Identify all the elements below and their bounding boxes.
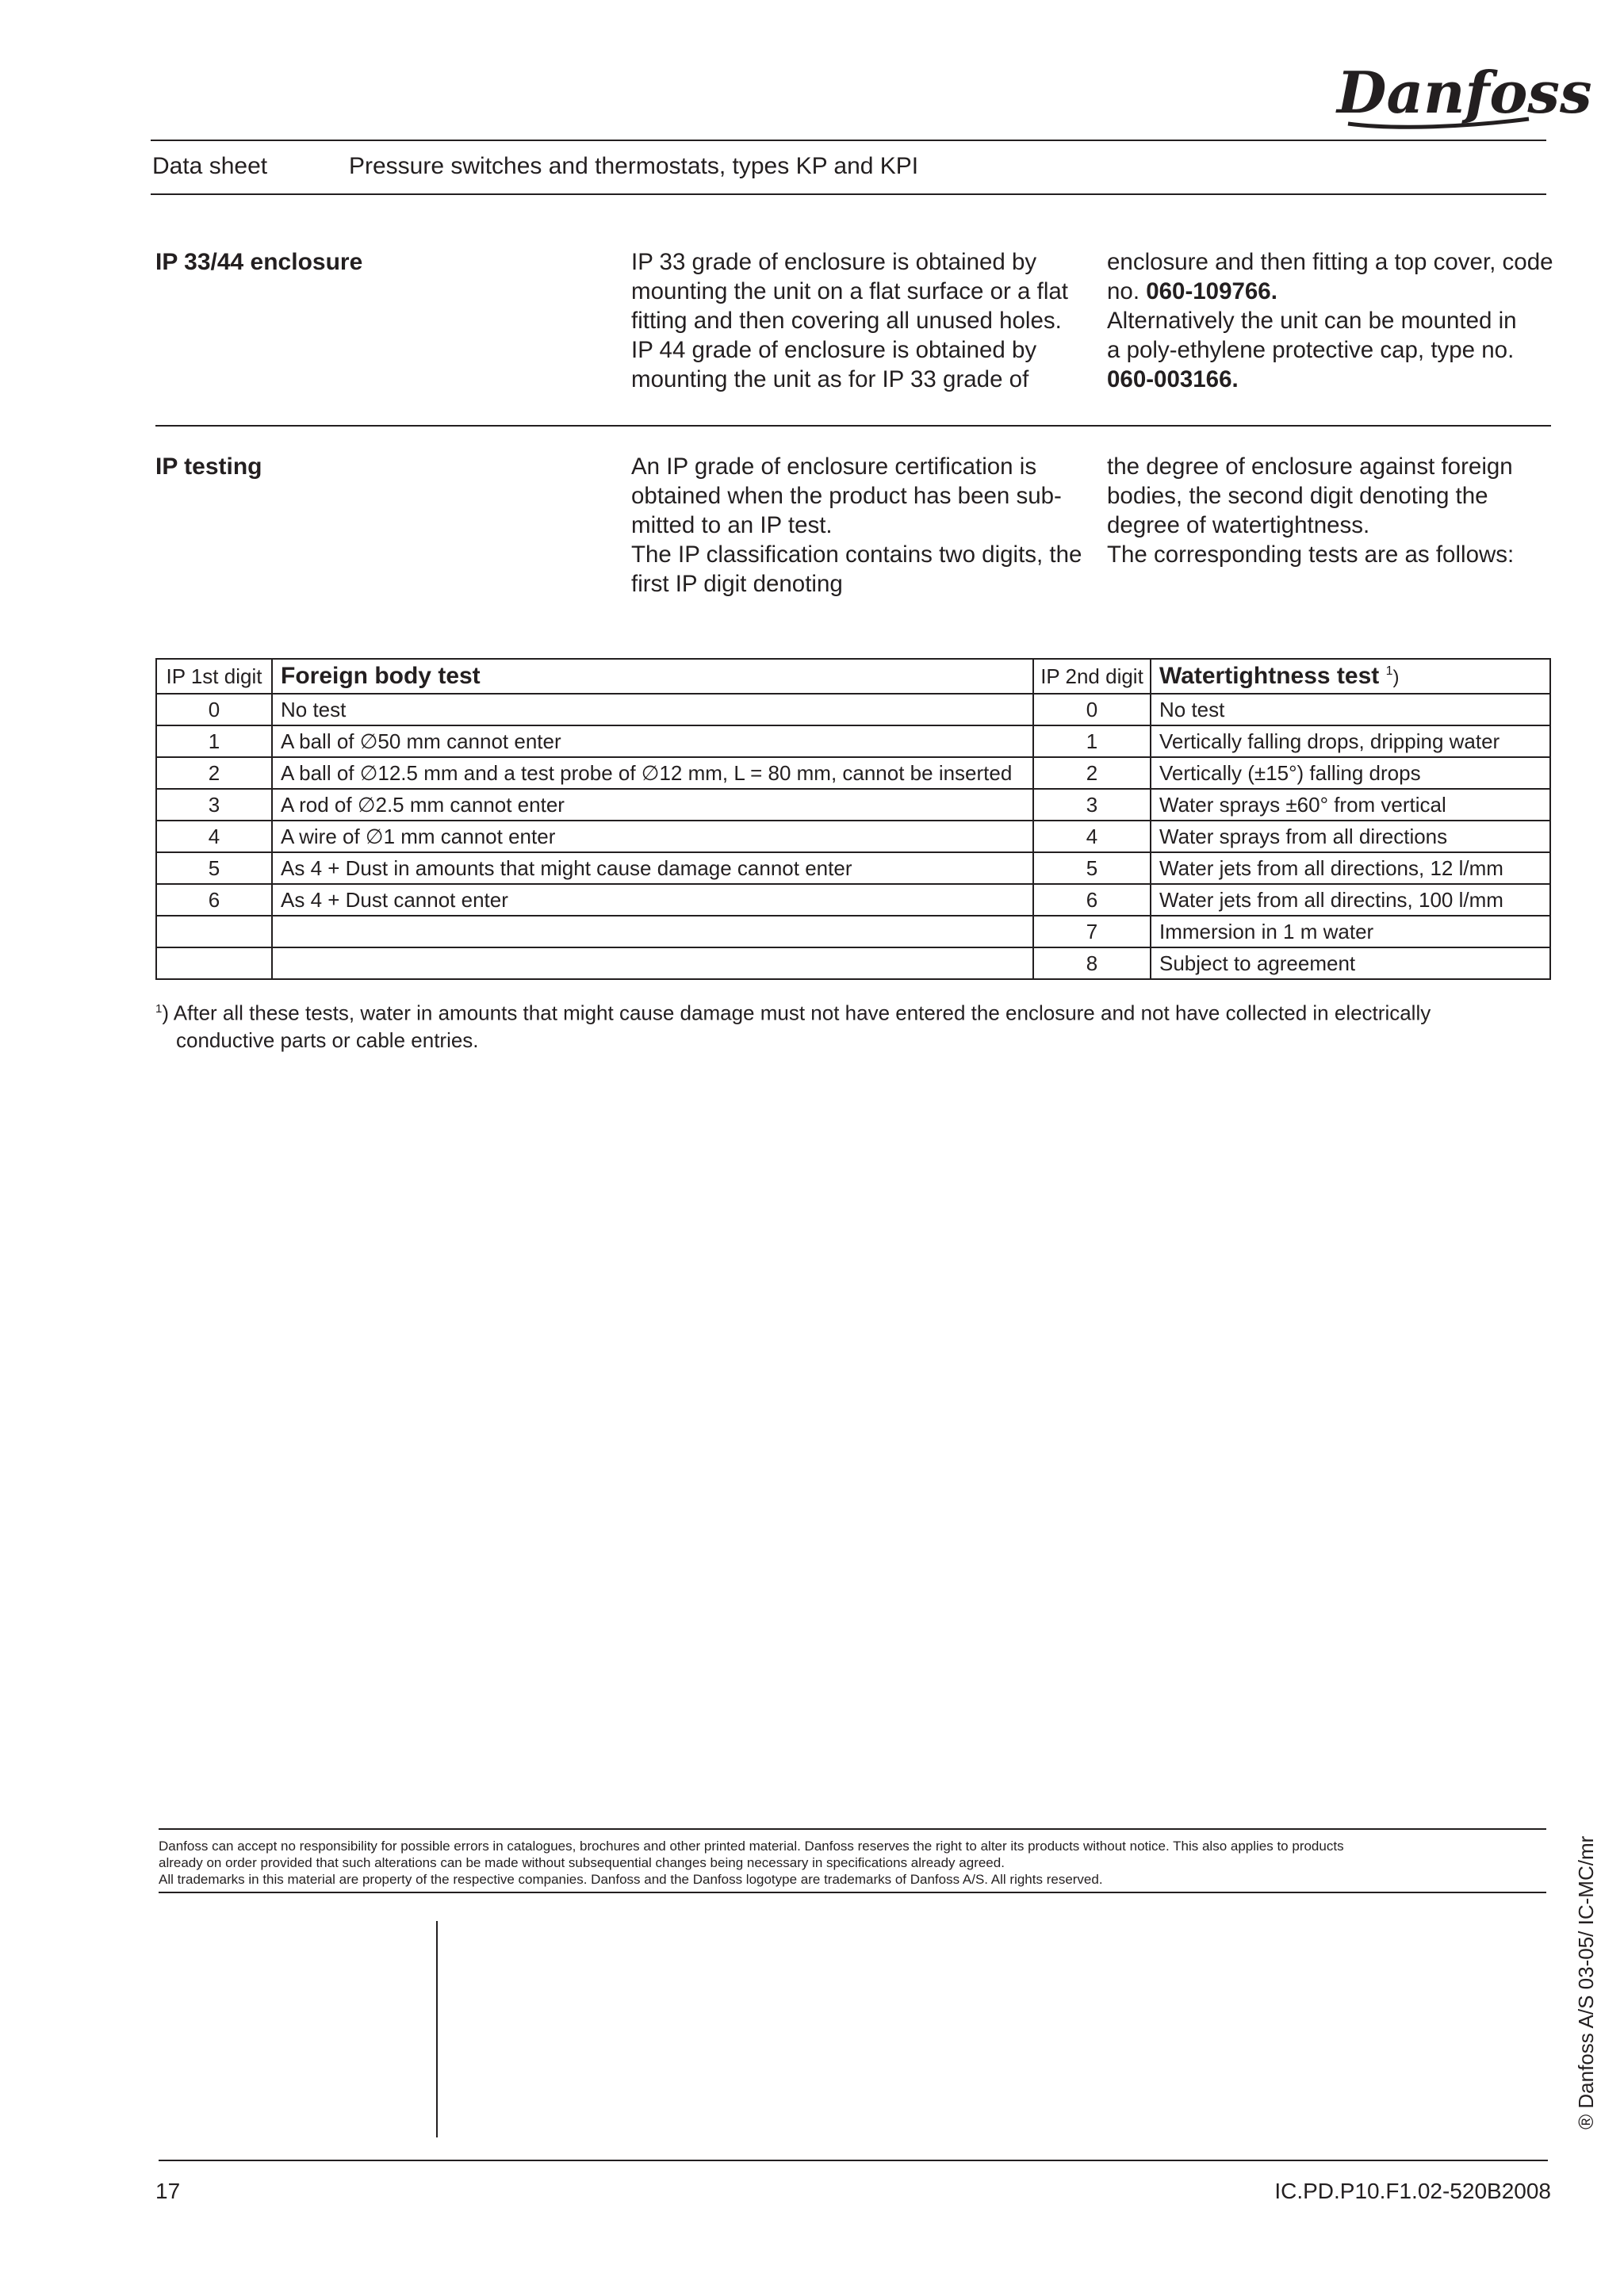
ip-classification-table <box>155 658 1551 980</box>
first-digit-cell: 3 <box>156 789 272 821</box>
second-digit-cell: 7 <box>1033 916 1151 947</box>
foreign-body-cell: A wire of ∅1 mm cannot enter <box>272 821 1033 852</box>
first-digit-cell: 6 <box>156 884 272 916</box>
second-digit-cell: 1 <box>1033 725 1151 757</box>
header-top-rule <box>151 140 1546 141</box>
top-cover-code: 060-109766. <box>1146 278 1277 304</box>
second-digit-cell: 3 <box>1033 789 1151 821</box>
foreign-body-cell: As 4 + Dust cannot enter <box>272 884 1033 916</box>
first-digit-cell: 1 <box>156 725 272 757</box>
first-digit-cell: 0 <box>156 694 272 725</box>
second-digit-cell: 2 <box>1033 757 1151 789</box>
second-digit-cell: 4 <box>1033 821 1151 852</box>
footnote: $^1$) After all these tests, water in amounts that might cause damage must not have entered the enclosure and not have collected in electrically conductive parts or cable entries. <box>155 1001 1431 1052</box>
enclosure-text-col1: IP 33 grade of enclosure is obtained by mounting the unit on a flat surface or a flat fitting and then covering all unused holes. IP 44 grade of enclosure is obtained by mounting the unit as for IP 33 grade of <box>631 249 1068 392</box>
header-bottom-rule <box>151 193 1546 195</box>
foreign-body-cell <box>272 916 1033 947</box>
watertightness-cell: Water jets from all directins, 100 l/mm <box>1151 884 1550 916</box>
first-digit-cell: 4 <box>156 821 272 852</box>
watertightness-cell: Subject to agreement <box>1151 947 1550 979</box>
header-watertightness-test: Watertightness test $^1$) <box>1151 659 1550 694</box>
testing-text-col2: the degree of enclosure against foreign bodies, the second digit denoting the degree of watertightness. The corresponding tests are as follows: <box>1107 453 1515 568</box>
second-digit-cell: 5 <box>1033 852 1151 884</box>
table-row <box>156 884 1550 916</box>
copyright-side-note: ® Danfoss A/S 03-05/ IC-MC/mr <box>1574 1835 1598 2130</box>
watertightness-cell: Water sprays from all directions <box>1151 821 1550 852</box>
first-digit-cell <box>156 916 272 947</box>
page-number: 17 <box>155 2179 181 2203</box>
testing-text-col1: An IP grade of enclosure certification is obtained when the product has been sub- mitted to an IP test. The IP classification contains two digits, the first IP digit denoting <box>631 453 1082 597</box>
foreign-body-cell: A ball of ∅50 mm cannot enter <box>272 725 1033 757</box>
first-digit-cell <box>156 947 272 979</box>
vertical-rule <box>436 1921 438 2137</box>
enclosure-text-col2: enclosure and then fitting a top cover, code no. 060-109766. Alternatively the unit can be mounted in a poly-ethylene protective cap, type no. 060-003166. <box>1107 249 1553 392</box>
watertightness-cell: Water sprays ±60° from vertical <box>1151 789 1550 821</box>
watertightness-cell: Vertically (±15°) falling drops <box>1151 757 1550 789</box>
table-row <box>156 947 1550 979</box>
doc-title: Pressure switches and thermostats, types KP and KPI <box>349 153 919 179</box>
disclaimer-bottom-rule <box>159 1892 1546 1893</box>
watertightness-cell: Immersion in 1 m water <box>1151 916 1550 947</box>
table-row <box>156 725 1550 757</box>
footer-rule <box>159 2160 1548 2161</box>
second-digit-cell: 0 <box>1033 694 1151 725</box>
danfoss-logo <box>1332 51 1592 138</box>
table-row <box>156 821 1550 852</box>
protective-cap-code: 060-003166. <box>1107 366 1239 392</box>
header-foreign-body-test: Foreign body test <box>272 659 1033 694</box>
disclaimer: Danfoss can accept no responsibility for possible errors in catalogues, brochures and other printed material. Danfoss reserves the right to alter its products without notice. This also applies to products already on order provided that such alterations can be made without subsequential changes being necessary in specifications already agreed. All trademarks in this material are property of the respective companies. Danfoss and the Danfoss logotype are trademarks of Danfoss A/S. All rights reserved. <box>159 1839 1344 1887</box>
watertightness-cell: Water jets from all directions, 12 l/mm <box>1151 852 1550 884</box>
foreign-body-cell: No test <box>272 694 1033 725</box>
first-digit-cell: 5 <box>156 852 272 884</box>
table-row <box>156 694 1550 725</box>
first-digit-cell: 2 <box>156 757 272 789</box>
watertightness-cell: No test <box>1151 694 1550 725</box>
disclaimer-top-rule <box>159 1828 1546 1830</box>
section-title-enclosure: IP 33/44 enclosure <box>155 249 363 275</box>
table-row <box>156 789 1550 821</box>
header-ip-second-digit: IP 2nd digit <box>1033 659 1151 694</box>
section-divider <box>155 425 1551 427</box>
foreign-body-cell: As 4 + Dust in amounts that might cause damage cannot enter <box>272 852 1033 884</box>
second-digit-cell: 8 <box>1033 947 1151 979</box>
svg-text:Danfoss: Danfoss <box>1337 59 1592 126</box>
table-row <box>156 757 1550 789</box>
header-ip-first-digit: IP 1st digit <box>156 659 272 694</box>
foreign-body-cell: A rod of ∅2.5 mm cannot enter <box>272 789 1033 821</box>
watertightness-cell: Vertically falling drops, dripping water <box>1151 725 1550 757</box>
doc-type: Data sheet <box>152 153 268 179</box>
table-row <box>156 916 1550 947</box>
table-row <box>156 852 1550 884</box>
document-code: IC.PD.P10.F1.02-520B2008 <box>1274 2179 1551 2203</box>
table-header-row <box>156 659 1550 694</box>
second-digit-cell: 6 <box>1033 884 1151 916</box>
foreign-body-cell: A ball of ∅12.5 mm and a test probe of ∅12 mm, L = 80 mm, cannot be inserted <box>272 757 1033 789</box>
section-title-testing: IP testing <box>155 453 262 480</box>
foreign-body-cell <box>272 947 1033 979</box>
